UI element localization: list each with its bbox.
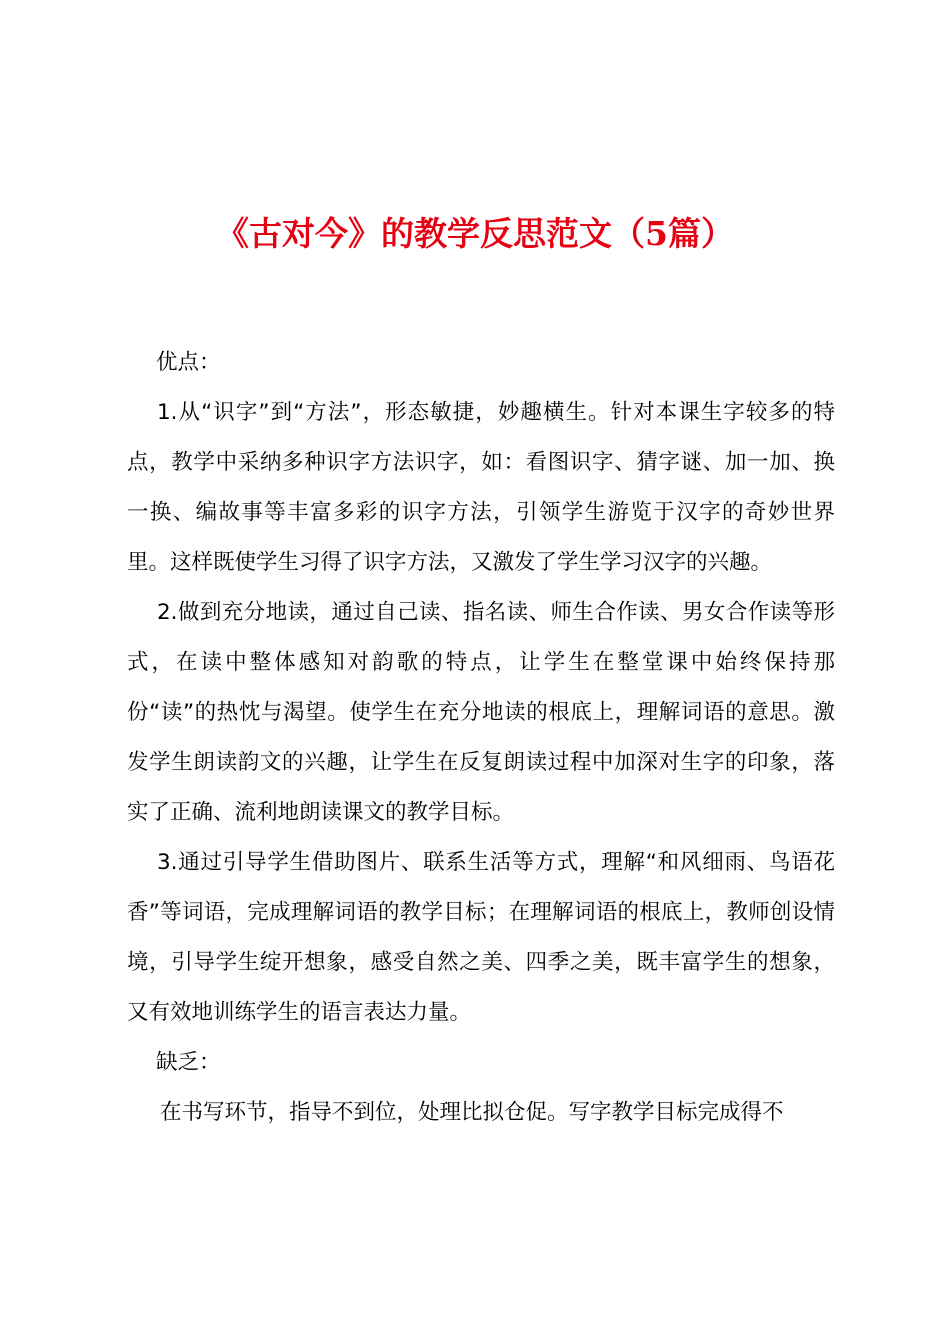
- pros-paragraph-1: 1.从“识字”到“方法”，形态敏捷，妙趣横生。针对本课生字较多的特点，教学中采纳多种识字方法识字，如：看图识字、猜字谜、加一加、换一换、编故事等丰富多彩的识字方法，引领学生游览于汉字的奇妙世界里。这样既使学生习得了识字方法，又激发了学生学习汉字的兴趣。: [127, 400, 835, 575]
- pros-paragraph-2: 2.做到充分地读，通过自己读、指名读、师生合作读、男女合作读等形式，在读中整体感知对韵歌的特点，让学生在整堂课中始终保持那份“读”的热忱与渴望。使学生在充分地读的根底上，理解词语的意思。激发学生朗读韵文的兴趣，让学生在反复朗读过程中加深对生字的印象，落实了正确、流利地朗读课文的教学目标。: [127, 600, 835, 825]
- pros-label: 优点：: [156, 350, 221, 375]
- cons-label: 缺乏：: [156, 1050, 221, 1075]
- pros-paragraph-3: 3.通过引导学生借助图片、联系生活等方式，理解“和风细雨、鸟语花香”等词语，完成理解词语的教学目标；在理解词语的根底上，教师创设情境，引导学生绽开想象，感受自然之美、四季之美，既丰富学生的想象，又有效地训练学生的语言表达力量。: [127, 850, 835, 1025]
- cons-paragraph-1: 在书写环节，指导不到位，处理比拟仓促。写字教学目标完成得不: [160, 1100, 784, 1125]
- document-title: 《古对今》的教学反思范文（5篇）: [216, 214, 734, 253]
- document-body: [127, 338, 835, 1138]
